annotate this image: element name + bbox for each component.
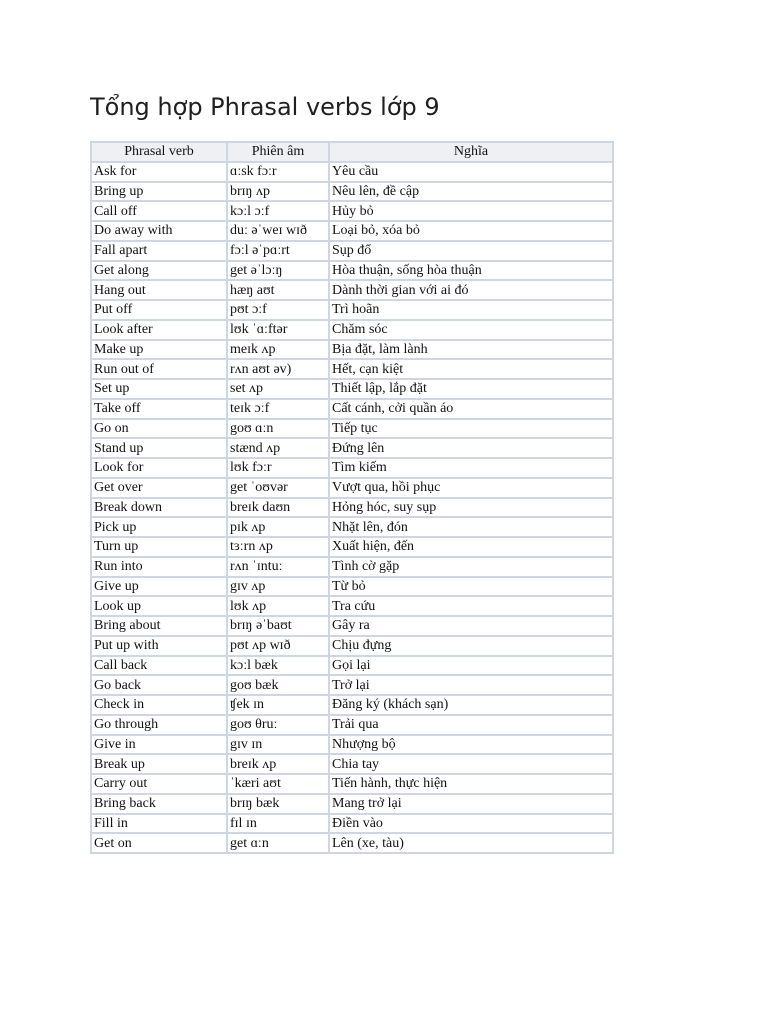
page-title: Tổng hợp Phrasal verbs lớp 9: [90, 93, 440, 121]
cell-pronunciation: fɪl ɪn: [227, 814, 329, 834]
table-row: [91, 261, 613, 281]
cell-phrasal-verb: Break up: [91, 754, 227, 774]
cell-meaning: Trở lại: [329, 675, 613, 695]
cell-meaning: Gọi lại: [329, 656, 613, 676]
cell-pronunciation: brɪŋ əˈbaʊt: [227, 616, 329, 636]
table-row: [91, 636, 613, 656]
cell-meaning: Đứng lên: [329, 438, 613, 458]
cell-pronunciation: get ˈoʊvər: [227, 478, 329, 498]
table-row: [91, 537, 613, 557]
table-row: [91, 794, 613, 814]
cell-meaning: Trải qua: [329, 715, 613, 735]
cell-phrasal-verb: Go on: [91, 419, 227, 439]
cell-meaning: Chịu đựng: [329, 636, 613, 656]
cell-meaning: Gây ra: [329, 616, 613, 636]
cell-meaning: Tra cứu: [329, 596, 613, 616]
cell-pronunciation: goʊ θruː: [227, 715, 329, 735]
cell-phrasal-verb: Break down: [91, 498, 227, 518]
cell-pronunciation: lʊk fɔːr: [227, 458, 329, 478]
cell-pronunciation: kɔːl ɔːf: [227, 201, 329, 221]
header-meaning: Nghĩa: [329, 142, 613, 162]
cell-phrasal-verb: Run into: [91, 557, 227, 577]
cell-phrasal-verb: Look up: [91, 596, 227, 616]
table-row: [91, 695, 613, 715]
table-row: [91, 458, 613, 478]
table-row: [91, 399, 613, 419]
cell-meaning: Điền vào: [329, 814, 613, 834]
cell-pronunciation: gɪv ʌp: [227, 577, 329, 597]
table-row: [91, 596, 613, 616]
cell-phrasal-verb: Go through: [91, 715, 227, 735]
table-row: [91, 675, 613, 695]
table-row: [91, 735, 613, 755]
cell-pronunciation: pɪk ʌp: [227, 517, 329, 537]
cell-meaning: Đăng ký (khách sạn): [329, 695, 613, 715]
table-row: [91, 340, 613, 360]
cell-phrasal-verb: Put up with: [91, 636, 227, 656]
table-row: [91, 320, 613, 340]
cell-phrasal-verb: Put off: [91, 300, 227, 320]
table-row: [91, 557, 613, 577]
table-row: [91, 577, 613, 597]
cell-pronunciation: teɪk ɔːf: [227, 399, 329, 419]
cell-pronunciation: hæŋ aʊt: [227, 280, 329, 300]
cell-meaning: Trì hoãn: [329, 300, 613, 320]
table-row: [91, 517, 613, 537]
cell-pronunciation: breɪk daʊn: [227, 498, 329, 518]
cell-meaning: Tiếp tục: [329, 419, 613, 439]
header-phrasal-verb: Phrasal verb: [91, 142, 227, 162]
table-row: [91, 833, 613, 853]
cell-phrasal-verb: Give up: [91, 577, 227, 597]
table-row: [91, 419, 613, 439]
cell-pronunciation: pʊt ɔːf: [227, 300, 329, 320]
cell-meaning: Chăm sóc: [329, 320, 613, 340]
cell-meaning: Xuất hiện, đến: [329, 537, 613, 557]
table-header: [91, 142, 613, 162]
cell-phrasal-verb: Run out of: [91, 359, 227, 379]
cell-phrasal-verb: Call back: [91, 656, 227, 676]
table-row: [91, 201, 613, 221]
cell-phrasal-verb: Pick up: [91, 517, 227, 537]
cell-pronunciation: fɔːl əˈpɑːrt: [227, 241, 329, 261]
header-pronunciation: Phiên âm: [227, 142, 329, 162]
cell-pronunciation: ˈkæri aʊt: [227, 774, 329, 794]
cell-phrasal-verb: Look after: [91, 320, 227, 340]
table-row: [91, 241, 613, 261]
cell-pronunciation: get əˈlɔːŋ: [227, 261, 329, 281]
cell-phrasal-verb: Make up: [91, 340, 227, 360]
table-row: [91, 656, 613, 676]
cell-pronunciation: breɪk ʌp: [227, 754, 329, 774]
table-row: [91, 478, 613, 498]
cell-phrasal-verb: Call off: [91, 201, 227, 221]
cell-meaning: Sụp đổ: [329, 241, 613, 261]
cell-meaning: Nêu lên, đề cập: [329, 182, 613, 202]
cell-phrasal-verb: Get along: [91, 261, 227, 281]
table-row: [91, 616, 613, 636]
cell-phrasal-verb: Bring up: [91, 182, 227, 202]
cell-phrasal-verb: Get on: [91, 833, 227, 853]
cell-meaning: Tình cờ gặp: [329, 557, 613, 577]
cell-meaning: Hết, cạn kiệt: [329, 359, 613, 379]
header-row: [91, 142, 613, 162]
cell-pronunciation: goʊ bæk: [227, 675, 329, 695]
cell-pronunciation: rʌn aʊt əv): [227, 359, 329, 379]
cell-pronunciation: rʌn ˈɪntuː: [227, 557, 329, 577]
cell-meaning: Nhượng bộ: [329, 735, 613, 755]
cell-meaning: Chia tay: [329, 754, 613, 774]
cell-pronunciation: set ʌp: [227, 379, 329, 399]
cell-pronunciation: lʊk ˈɑːftər: [227, 320, 329, 340]
cell-phrasal-verb: Go back: [91, 675, 227, 695]
cell-phrasal-verb: Turn up: [91, 537, 227, 557]
cell-phrasal-verb: Get over: [91, 478, 227, 498]
cell-phrasal-verb: Hang out: [91, 280, 227, 300]
cell-phrasal-verb: Look for: [91, 458, 227, 478]
cell-pronunciation: pʊt ʌp wɪð: [227, 636, 329, 656]
cell-phrasal-verb: Carry out: [91, 774, 227, 794]
cell-phrasal-verb: Give in: [91, 735, 227, 755]
table-row: [91, 221, 613, 241]
cell-phrasal-verb: Fill in: [91, 814, 227, 834]
table-row: [91, 379, 613, 399]
cell-meaning: Hủy bỏ: [329, 201, 613, 221]
cell-meaning: Bịa đặt, làm lành: [329, 340, 613, 360]
cell-phrasal-verb: Take off: [91, 399, 227, 419]
cell-pronunciation: tɜːrn ʌp: [227, 537, 329, 557]
table-row: [91, 498, 613, 518]
cell-pronunciation: meɪk ʌp: [227, 340, 329, 360]
cell-meaning: Thiết lập, lắp đặt: [329, 379, 613, 399]
table-row: [91, 814, 613, 834]
table-row: [91, 754, 613, 774]
cell-pronunciation: duː əˈweɪ wɪð: [227, 221, 329, 241]
cell-pronunciation: brɪŋ ʌp: [227, 182, 329, 202]
cell-phrasal-verb: Ask for: [91, 162, 227, 182]
cell-meaning: Từ bỏ: [329, 577, 613, 597]
cell-pronunciation: goʊ ɑːn: [227, 419, 329, 439]
cell-meaning: Cất cánh, cởi quần áo: [329, 399, 613, 419]
cell-meaning: Yêu cầu: [329, 162, 613, 182]
table-row: [91, 774, 613, 794]
cell-meaning: Vượt qua, hồi phục: [329, 478, 613, 498]
table-row: [91, 280, 613, 300]
cell-pronunciation: brɪŋ bæk: [227, 794, 329, 814]
cell-pronunciation: ɑːsk fɔːr: [227, 162, 329, 182]
cell-phrasal-verb: Bring about: [91, 616, 227, 636]
cell-phrasal-verb: Bring back: [91, 794, 227, 814]
cell-meaning: Loại bỏ, xóa bỏ: [329, 221, 613, 241]
table-row: [91, 300, 613, 320]
cell-meaning: Tiến hành, thực hiện: [329, 774, 613, 794]
cell-phrasal-verb: Do away with: [91, 221, 227, 241]
cell-meaning: Hỏng hóc, suy sụp: [329, 498, 613, 518]
cell-meaning: Dành thời gian với ai đó: [329, 280, 613, 300]
cell-pronunciation: stænd ʌp: [227, 438, 329, 458]
phrasal-verbs-table: [90, 141, 614, 854]
table-row: [91, 162, 613, 182]
table-row: [91, 715, 613, 735]
cell-pronunciation: kɔːl bæk: [227, 656, 329, 676]
table-row: [91, 438, 613, 458]
cell-pronunciation: ʧek ɪn: [227, 695, 329, 715]
cell-phrasal-verb: Set up: [91, 379, 227, 399]
cell-meaning: Mang trở lại: [329, 794, 613, 814]
cell-phrasal-verb: Stand up: [91, 438, 227, 458]
cell-phrasal-verb: Check in: [91, 695, 227, 715]
cell-pronunciation: lʊk ʌp: [227, 596, 329, 616]
table-body: [91, 162, 613, 853]
table-row: [91, 182, 613, 202]
cell-meaning: Hòa thuận, sống hòa thuận: [329, 261, 613, 281]
table-row: [91, 359, 613, 379]
cell-pronunciation: gɪv ɪn: [227, 735, 329, 755]
cell-meaning: Nhặt lên, đón: [329, 517, 613, 537]
cell-pronunciation: get ɑːn: [227, 833, 329, 853]
cell-meaning: Lên (xe, tàu): [329, 833, 613, 853]
cell-meaning: Tìm kiếm: [329, 458, 613, 478]
cell-phrasal-verb: Fall apart: [91, 241, 227, 261]
